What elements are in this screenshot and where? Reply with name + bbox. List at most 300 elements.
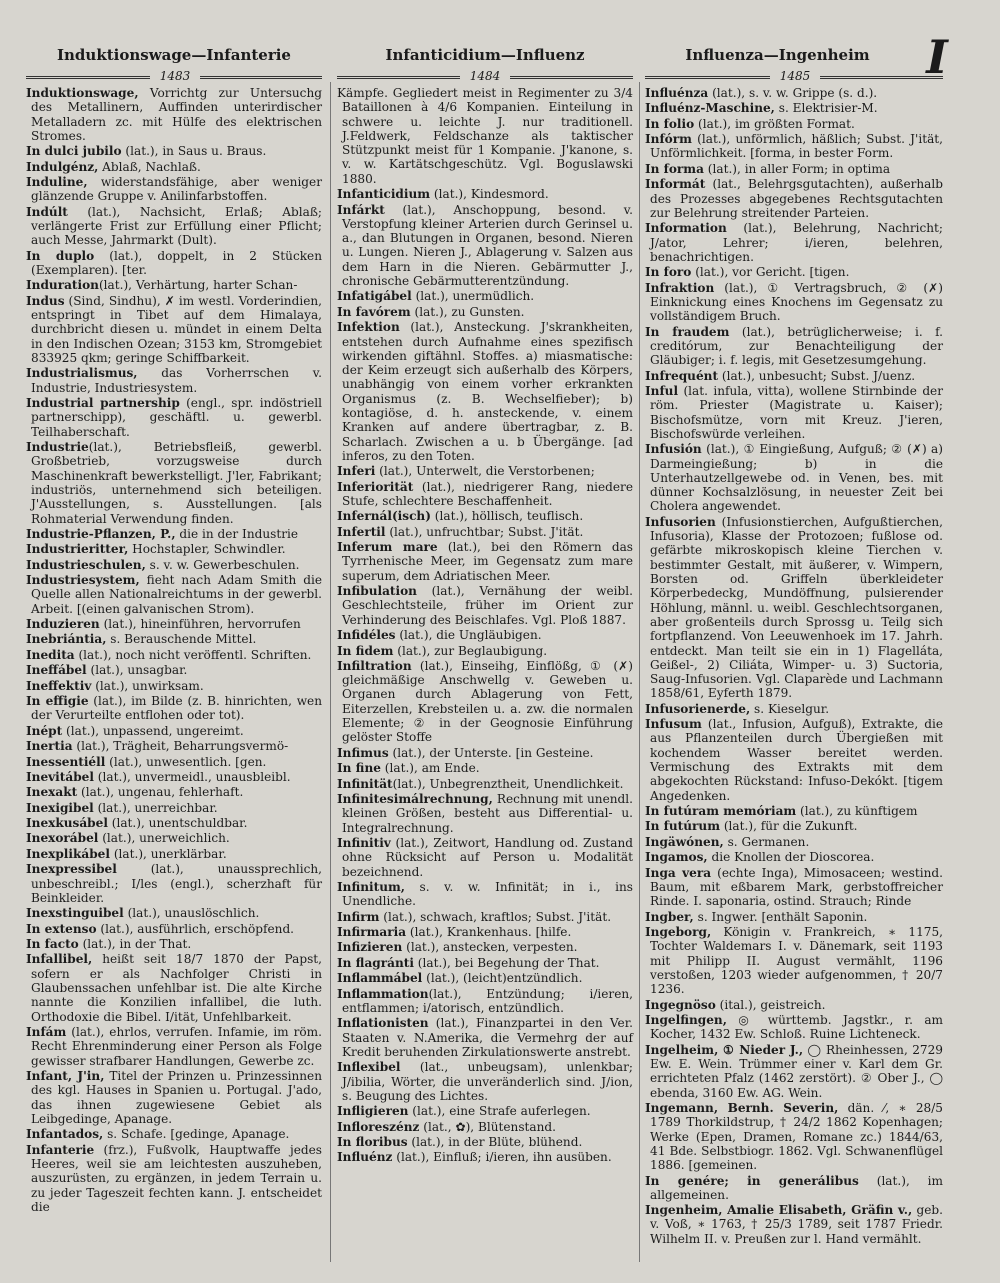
dictionary-entry bbox=[26, 278, 322, 292]
dictionary-entry bbox=[337, 525, 633, 539]
entry-headword: Inexkusábel bbox=[26, 816, 108, 831]
entry-definition: (lat.), der Unterste. [in Gesteine. bbox=[388, 745, 594, 760]
entry-definition: geb. v. Voß, ∗ 1763, † 25/3 1789, seit 1787 Friedr. Wilhelm II. v. Preußen zur l. Hand vermählt. bbox=[650, 1203, 943, 1246]
entry-definition: (lat.), Krankenhaus. [hilfe. bbox=[406, 924, 572, 939]
dictionary-entry bbox=[337, 940, 633, 954]
dictionary-entry bbox=[645, 86, 943, 100]
entry-headword: In futúram memóriam bbox=[645, 804, 797, 819]
entry-headword: In fraudem bbox=[645, 324, 730, 339]
entry-headword: Ingelheim, ① Nieder J., bbox=[645, 1042, 804, 1057]
dictionary-entry bbox=[337, 480, 633, 509]
entry-headword: Industrialismus, bbox=[26, 366, 138, 381]
entry-headword: Induzieren bbox=[26, 617, 100, 632]
dictionary-entry bbox=[337, 509, 633, 523]
entry-headword: Infizieren bbox=[337, 940, 403, 955]
entry-definition: (lat.), betrüglicherweise; i. f. creditórum, zur Benachteiligung der Gläubiger; i. f. legis, mit Gesetzesumgehung. bbox=[650, 324, 943, 368]
entry-definition: (lat.), hineinführen, hervorrufen bbox=[99, 617, 301, 632]
entry-definition: (lat.), am Ende. bbox=[380, 761, 480, 776]
entry-headword: Infimus bbox=[337, 745, 389, 760]
dictionary-entry bbox=[337, 464, 633, 478]
entry-definition: (lat.), Finanzpartei in den Ver. Staaten v. N.Amerika, die Vermehrg der auf Kredit beruhenden Zirkulationswerte anstrebt. bbox=[342, 1016, 633, 1059]
entry-headword: Inevitábel bbox=[26, 769, 94, 784]
column-divider bbox=[639, 82, 640, 1262]
entry-definition: Rechnung mit unendl. kleinen Größen, besteht aus Differential- u. Integralrechnung. bbox=[342, 791, 633, 835]
entry-definition: (lat.), unentschuldbar. bbox=[107, 816, 248, 831]
entry-definition: (lat.), unpassend, ungereimt. bbox=[62, 723, 244, 738]
page-number-right: 1485 bbox=[770, 69, 820, 83]
entry-definition: (lat.), unvermeidl., unausbleibl. bbox=[93, 769, 291, 784]
dictionary-entry bbox=[337, 792, 633, 835]
entry-headword: Ingenheim, Amalie Elisabeth, Gräfin v., bbox=[645, 1203, 913, 1218]
section-letter: I bbox=[926, 30, 948, 84]
entry-definition: (lat.), unerklärbar. bbox=[109, 846, 227, 861]
entry-headword: In flagránti bbox=[337, 955, 414, 970]
right-column-title: Influenza—Ingenheim bbox=[685, 46, 870, 64]
dictionary-entry bbox=[337, 1120, 633, 1134]
entry-definition: (lat.), Ansteckung. J'skrankheiten, entstehen durch Aufnahme eines spezifisch wirkenden giftähnl. Stoffes. a) miasmatische: der Keim erzeugt sich außerhalb des Körpers, unabhängig von einem vorher erkrankten Organismus (z. B. Wechselfieber); b) kontagiöse, d. h. ansteckende, v. einem Kranken auf andere übertragbar, z. B. Scharlach. Zwischen a u. b Übergänge. [ad inferos, zu den Toten. bbox=[342, 320, 633, 463]
dictionary-entry bbox=[645, 177, 943, 220]
entry-headword: Infiltration bbox=[337, 658, 412, 673]
entry-headword: Infinitiv bbox=[337, 835, 391, 850]
entry-definition: (lat.), unauslöschlich. bbox=[123, 906, 260, 921]
entry-definition: widerstandsfähige, aber weniger glänzende Gruppe v. Anilinfarbstoffen. bbox=[31, 175, 322, 204]
dictionary-entry bbox=[337, 584, 633, 627]
dictionary-entry bbox=[645, 819, 943, 833]
entry-definition: (lat.), zur Beglaubigung. bbox=[393, 643, 548, 658]
left-column-title: Induktionswage—Infanterie bbox=[57, 46, 291, 64]
dictionary-entry bbox=[26, 144, 322, 158]
dictionary-entry bbox=[26, 175, 322, 204]
entry-headword: Industrial partnership bbox=[26, 396, 180, 411]
entry-headword: Ingelfingen, bbox=[645, 1012, 727, 1027]
dictionary-entry bbox=[26, 922, 322, 936]
dictionary-entry bbox=[26, 862, 322, 905]
dictionary-entry bbox=[337, 761, 633, 775]
entry-definition: (lat.), bei den Römern das Tyrrhenische Meer, im Gegensatz zum mare superum, dem Adriatischen Meer. bbox=[342, 540, 634, 583]
entry-definition: Ablaß, Nachlaß. bbox=[98, 159, 201, 174]
dictionary-entry bbox=[337, 746, 633, 760]
entry-definition: s. Germanen. bbox=[723, 834, 810, 849]
dictionary-entry bbox=[26, 440, 322, 526]
dictionary-entry bbox=[645, 117, 943, 131]
entry-headword: Inferi bbox=[337, 464, 376, 479]
entry-headword: Infinität bbox=[337, 776, 393, 791]
entry-definition: s. v. w. Gewerbeschulen. bbox=[145, 557, 300, 572]
entry-headword: Inexigibel bbox=[26, 800, 94, 815]
entry-definition: (echte Inga), Mimosaceen; westind. Baum, mit eßbarem Mark, gerbstoffreicher Rinde. I. saponaria, ostind. Strauch; Rinde bbox=[650, 865, 943, 909]
entry-headword: Inflationisten bbox=[337, 1016, 429, 1031]
dictionary-entry bbox=[26, 86, 322, 143]
page-number-middle: 1484 bbox=[460, 69, 510, 83]
dictionary-entry bbox=[337, 777, 633, 791]
dictionary-entry bbox=[645, 281, 943, 324]
entry-definition: (lat.), Zeitwort, Handlung od. Zustand ohne Rücksicht auf Person u. Modalität bezeichnend. bbox=[342, 835, 633, 879]
entry-headword: Infektion bbox=[337, 320, 400, 335]
entry-headword: Influénz-Maschine, bbox=[645, 101, 775, 116]
dictionary-entry bbox=[645, 369, 943, 383]
dictionary-entry bbox=[26, 205, 322, 248]
dictionary-entry bbox=[645, 925, 943, 996]
entry-headword: In floribus bbox=[337, 1134, 408, 1149]
dictionary-entry bbox=[645, 132, 943, 161]
entry-headword: In duplo bbox=[26, 248, 95, 263]
dictionary-entry bbox=[645, 325, 943, 368]
entry-definition: (lat.), unwirksam. bbox=[91, 678, 204, 693]
entry-headword: Influénza bbox=[645, 86, 709, 100]
entry-definition: Hochstapler, Schwindler. bbox=[128, 542, 286, 557]
entry-headword: Inferum mare bbox=[337, 540, 438, 555]
entry-headword: Ingegnöso bbox=[645, 997, 716, 1012]
entry-definition: (lat.), Belehrung, Nachricht; J/ator, Lehrer; i/ieren, belehren, benachrichtigen. bbox=[650, 221, 943, 264]
entry-headword: Infibulation bbox=[337, 584, 417, 599]
dictionary-entry bbox=[337, 644, 633, 658]
entry-definition: (lat.), höllisch, teuflisch. bbox=[430, 509, 584, 524]
entry-headword: Infirmaria bbox=[337, 924, 407, 939]
dictionary-entry bbox=[337, 1060, 633, 1103]
entry-definition: (lat.), die Ungläubigen. bbox=[395, 628, 542, 643]
entry-headword: Infligieren bbox=[337, 1104, 409, 1119]
entry-definition: s. Ingwer. [enthält Saponin. bbox=[693, 909, 868, 924]
entry-headword: In folio bbox=[645, 116, 695, 131]
entry-definition: (lat.), unermüdlich. bbox=[411, 289, 535, 304]
entry-headword: Industrieschulen, bbox=[26, 557, 146, 572]
dictionary-entry bbox=[26, 694, 322, 723]
entry-definition: (lat.), Vernähung der weibl. Geschlechtsteile, früher im Orient zur Verhinderung des Beischlafes. Vgl. Ploß 1887. bbox=[342, 584, 633, 627]
page-number-left: 1483 bbox=[150, 69, 200, 83]
entry-headword: Infórm bbox=[645, 132, 692, 147]
dictionary-entry bbox=[26, 1069, 322, 1126]
dictionary-entry bbox=[337, 1150, 633, 1164]
entry-headword: Inferiorität bbox=[337, 479, 414, 494]
dictionary-entry bbox=[337, 659, 633, 745]
dictionary-entry bbox=[26, 160, 322, 174]
entry-definition: (lat.), s. v. w. Grippe (s. d.). bbox=[708, 86, 878, 100]
entry-headword: In fidem bbox=[337, 643, 394, 658]
entry-definition: (lat.), unaussprechlich, unbeschreibl.; I/les (engl.), scherzhaft für Beinkleider. bbox=[31, 862, 322, 905]
entry-headword: Ingamos, bbox=[645, 850, 708, 865]
entry-definition: die in der Industrie bbox=[175, 526, 299, 541]
dictionary-entry bbox=[337, 880, 633, 909]
dictionary-entry bbox=[26, 573, 322, 616]
entry-headword: Infidéles bbox=[337, 628, 396, 643]
entry-headword: Infernál(isch) bbox=[337, 509, 431, 524]
dictionary-entry bbox=[645, 515, 943, 701]
dictionary-entry bbox=[645, 717, 943, 803]
entry-definition: (lat., Infusion, Aufguß), Extrakte, die aus Pflanzenteilen durch Übergießen mit kochendem Wasser bereitet werden. Vermischung des Extrakts mit dem abgekochten Rückstand: Infuso-Dekókt. [tigem Angedenken. bbox=[650, 717, 943, 803]
dictionary-entry bbox=[337, 628, 633, 642]
dictionary-entry bbox=[645, 1101, 943, 1172]
dictionary-entry bbox=[26, 527, 322, 541]
entry-definition: s. Kieselgur. bbox=[750, 701, 830, 716]
entry-headword: Induline, bbox=[26, 175, 88, 190]
entry-definition: (lat.), unförmlich, häßlich; Subst. J'ität, Unförmlichkeit. [forma, in bester Form. bbox=[650, 132, 943, 161]
entry-headword: Infrequént bbox=[645, 368, 719, 383]
dictionary-entry bbox=[26, 739, 322, 753]
dictionary-entry bbox=[26, 906, 322, 920]
entry-headword: Infertil bbox=[337, 524, 386, 539]
entry-definition: (lat.), in aller Form; in optima bbox=[703, 161, 891, 176]
entry-headword: Indulgénz, bbox=[26, 159, 99, 174]
entry-definition: (engl., spr. indöstriell partnerschipp), geschäftl. u. gewerbl. Teilhaberschaft. bbox=[31, 396, 322, 439]
entry-definition: s. Schafe. [gedinge, Apanage. bbox=[103, 1127, 290, 1142]
entry-headword: In forma bbox=[645, 161, 704, 176]
dictionary-entry bbox=[645, 998, 943, 1012]
entry-definition: ◎ württemb. Jagstkr., r. am Kocher, 1432 Ew. Schloß. Ruine Lichteneck. bbox=[650, 1012, 943, 1042]
dictionary-entry bbox=[26, 847, 322, 861]
dictionary-entry bbox=[645, 1203, 943, 1246]
dictionary-entry bbox=[645, 162, 943, 176]
entry-headword: Infusum bbox=[645, 717, 702, 732]
entry-definition: (ital.), geistreich. bbox=[715, 997, 826, 1012]
dictionary-entry bbox=[26, 724, 322, 738]
dictionary-entry bbox=[337, 289, 633, 303]
dictionary-entry bbox=[645, 442, 943, 513]
middle-column bbox=[337, 86, 633, 1166]
dictionary-entry bbox=[337, 925, 633, 939]
entry-headword: Inflexibel bbox=[337, 1060, 401, 1075]
entry-definition: (lat.), schwach, kraftlos; Subst. J'ität. bbox=[379, 909, 612, 924]
dictionary-entry bbox=[26, 366, 322, 395]
entry-definition: (lat.), ① Eingießung, Aufguß; ② (✗) a) Darmeingießung; b) in die Unterhautzellgewebe od. in Venen, bes. mit dünner Kochsalzlösung, in neuester Zeit bei Cholera angewendet. bbox=[650, 442, 943, 514]
entry-headword: Infárkt bbox=[337, 202, 385, 217]
entry-headword: Infám bbox=[26, 1024, 67, 1039]
dictionary-entry bbox=[645, 910, 943, 924]
entry-headword: Industriesystem, bbox=[26, 573, 140, 588]
entry-headword: Inexorábel bbox=[26, 831, 99, 846]
entry-headword: Inessentiéll bbox=[26, 754, 106, 769]
entry-headword: Inexplikábel bbox=[26, 846, 110, 861]
entry-headword: Infanterie bbox=[26, 1142, 95, 1157]
entry-headword: Inépt bbox=[26, 723, 63, 738]
entry-headword: Infusión bbox=[645, 442, 702, 457]
entry-definition: (lat.), Einfluß; i/ieren, ihn ausüben. bbox=[392, 1150, 612, 1165]
entry-definition: (lat.), ausführlich, erschöpfend. bbox=[96, 921, 295, 936]
entry-definition: Königin v. Frankreich, ∗ 1175, Tochter Waldemars I. v. Dänemark, seit 1193 mit Philipp II. August vermählt, 1196 verstoßen, 1203 wieder aufgenommen, † 20/7 1236. bbox=[650, 924, 943, 997]
entry-headword: Infloreszénz bbox=[337, 1119, 420, 1134]
entry-definition: (lat.), für die Zukunft. bbox=[720, 819, 858, 834]
entry-definition: s. Berauschende Mittel. bbox=[106, 632, 257, 647]
entry-definition: (lat.), eine Strafe auferlegen. bbox=[408, 1104, 591, 1119]
dictionary-entry bbox=[645, 1043, 943, 1100]
entry-headword: Ineffábel bbox=[26, 663, 87, 678]
entry-headword: In foro bbox=[645, 265, 692, 280]
entry-headword: In favórem bbox=[337, 304, 411, 319]
entry-headword: Infraktion bbox=[645, 280, 715, 295]
right-column bbox=[645, 86, 943, 1247]
entry-definition: (lat.), bei Begehung der That. bbox=[413, 955, 600, 970]
entry-definition: dän. ⁄, ∗ 28/5 1789 Thorkildstrup, † 24/2 1862 Kopenhagen; Werke (Epen, Dramen, Romane zc.) 1844/63, 41 Bde. Selbstbiogr. 1862. Vgl. Schwanenflügel 1886. [gemeinen. bbox=[650, 1100, 943, 1173]
entry-definition: heißt seit 18/7 1870 der Papst, sofern er als Nachfolger Christi in Glaubenssachen unfehlbar ist. Die alte Kirche nannte die Konzilien infallibel, die luth. Orthodoxie die Bibel. I/ität, Unfehlbarkeit. bbox=[31, 952, 322, 1024]
dictionary-entry bbox=[26, 770, 322, 784]
dictionary-entry bbox=[645, 702, 943, 716]
entry-definition: (lat.), Anschoppung, besond. v. Verstopfung kleiner Arterien durch Gerinsel u. a., dan Blutungen in Organen, besond. Nieren u. Lungen. Nieren J., Ablagerung v. Salzen aus dem Harn in die Nieren. Gebärmutter J., chronische Gebärmutterentzündung. bbox=[342, 202, 633, 289]
entry-headword: Infirm bbox=[337, 909, 380, 924]
dictionary-entry bbox=[26, 801, 322, 815]
entry-definition: (lat.), unfruchtbar; Subst. J'ität. bbox=[385, 524, 584, 539]
entry-definition: die Knollen der Dioscorea. bbox=[707, 850, 875, 865]
entry-definition: (lat.), Verhärtung, harter Schan- bbox=[98, 278, 298, 293]
entry-headword: In effigie bbox=[26, 694, 89, 709]
entry-headword: Inertia bbox=[26, 739, 73, 754]
dictionary-entry bbox=[645, 1013, 943, 1042]
dictionary-entry bbox=[337, 1104, 633, 1118]
entry-headword: In futúrum bbox=[645, 819, 720, 834]
entry-headword: Infinitum, bbox=[337, 879, 406, 894]
dictionary-entry bbox=[26, 663, 322, 677]
entry-definition: (lat.), Entzündung; i/ieren, entflammen; i/atorisch, entzündlich. bbox=[342, 986, 633, 1015]
entry-definition: Kämpfe. Gegliedert meist in Regimenter zu 3/4 Bataillonen à 4/6 Kompanien. Einteilung in schwere u. leichte J. nur traditionell. J.Feldwerk, Feldschanze als taktischer Stützpunkt meist für 1 Kompanie. J'kanone, s. v. w. Kartätschgeschütz. Vgl. Boguslawski 1880. bbox=[337, 86, 633, 186]
dictionary-entry bbox=[26, 542, 322, 556]
entry-headword: Industrie-Pflanzen, P., bbox=[26, 526, 176, 541]
entry-definition: (lat.), Kindesmord. bbox=[430, 187, 549, 202]
entry-definition: (Infusionstierchen, Aufgußtierchen, Infusoria), Klasse der Protozoen; fußlose od. gefärbte mikroskopisch kleine Tierchen v. bestimmter Gestalt, mit äußerer, v. Wimpern, Borsten od. Griffeln überkleideter Körperbedeckg, Mundöffnung, pulsierender Höhlung, männl. u. weibl. Geschlechtsorganen, aber großenteils durch Sprossg u. Teilg sich fortpflanzend. Von Leeuwenhoek im 17. Jahrh. entdeckt. Man teilt sie ein in 1) Flagelláta, Geißel-, 2) Ciliáta, Wimper- u. 3) Suctoria, Saug-Infusorien. Vgl. Claparède und Lachmann 1858/61, Eyferth 1879. bbox=[650, 514, 943, 701]
entry-definition: (lat. infula, vitta), wollene Stirnbinde der röm. Priester (Magistrate u. Kaiser); Bischofsmütze, vorn mit Kreuz. J'ieren, Bischofswürde verleihen. bbox=[650, 383, 943, 441]
entry-definition: (lat.), zu Gunsten. bbox=[410, 304, 525, 319]
entry-headword: Information bbox=[645, 221, 727, 236]
entry-headword: Inebriántia, bbox=[26, 632, 107, 647]
entry-definition: (lat.), niedrigerer Rang, niedere Stufe, schlechtere Beschaffenheit. bbox=[342, 479, 633, 508]
entry-headword: Ingber, bbox=[645, 909, 694, 924]
entry-definition: Vorrichtg zur Untersuchg des Metallinern, Auffinden unterirdischer Metalladern zc. mit Hülfe des elektrischen Stromes. bbox=[31, 86, 322, 143]
entry-definition: (lat.), unerweichlich. bbox=[98, 831, 230, 846]
entry-headword: Indus bbox=[26, 293, 65, 308]
dictionary-entry bbox=[337, 956, 633, 970]
entry-definition: (lat.), vor Gericht. [tigen. bbox=[691, 265, 850, 280]
entry-definition: (lat.), ① Vertragsbruch, ② (✗) Einknickung eines Knochens im Gegensatz zu vollständigem Bruch. bbox=[650, 280, 943, 324]
entry-headword: Inga vera bbox=[645, 865, 712, 880]
entry-headword: Inflammábel bbox=[337, 971, 423, 986]
entry-headword: Infusorienerde, bbox=[645, 701, 751, 716]
dictionary-entry bbox=[645, 1174, 943, 1203]
entry-definition: (Sind, Sindhu), ✗ im westl. Vorderindien, entspringt in Tibet auf dem Himalaya, durchbricht diesen u. mündet in einem Delta in den Indischen Ozean; 3153 km, Stromgebiet 833925 qkm; geringe Schiffbarkeit. bbox=[31, 293, 322, 365]
entry-headword: Induktionswage, bbox=[26, 86, 139, 100]
entry-definition: (lat.), zu künftigem bbox=[796, 804, 918, 819]
entry-definition: (lat.), noch nicht veröffentl. Schriften. bbox=[74, 647, 312, 662]
dictionary-entry bbox=[645, 866, 943, 909]
entry-headword: Infallibel, bbox=[26, 952, 93, 967]
entry-definition: (frz.), Fußvolk, Hauptwaffe jedes Heeres, weil sie am leichtesten auszuheben, auszurüsten, zu ergänzen, in jedem Terrain u. zu jeder Tageszeit fechten kann. J. entscheidet die bbox=[31, 1142, 322, 1214]
entry-headword: In dulci jubilo bbox=[26, 144, 122, 159]
entry-headword: Indúlt bbox=[26, 204, 68, 219]
entry-definition: (lat.), (leicht)entzündlich. bbox=[422, 971, 583, 986]
dictionary-entry bbox=[337, 971, 633, 985]
entry-definition: (lat., Belehrgsgutachten), außerhalb des Prozesses abgegebenes Rechtsgutachten zur Belehrung streitender Parteien. bbox=[650, 177, 943, 220]
dictionary-entry bbox=[337, 836, 633, 879]
entry-definition: (lat.), Betriebsfleiß, gewerbl. Großbetrieb, vorzugsweise durch Maschinenkraft bewerkstelligt. J'ler, Fabrikant; industriös, unternehmend sich beteiligen. J'Ausstellungen, s. Ausstellungen. [als Rohmaterial Verwendung finden. bbox=[31, 440, 322, 526]
dictionary-entry bbox=[26, 679, 322, 693]
entry-definition: fieht nach Adam Smith die Quelle allen Nationalreichtums in der gewerbl. Arbeit. [(einen galvanischen Strom). bbox=[31, 573, 322, 616]
entry-definition: (lat.), Nachsicht, Erlaß; Ablaß; verlängerte Frist zur Erfüllung einer Pflicht; auch Messe, Jahrmarkt (Dult). bbox=[31, 204, 322, 248]
entry-definition: (lat.), im größten Format. bbox=[694, 116, 855, 131]
entry-definition: (lat.), ungenau, fehlerhaft. bbox=[77, 785, 244, 800]
dictionary-entry bbox=[26, 937, 322, 951]
entry-definition: (lat.), doppelt, in 2 Stücken (Exemplaren). [ter. bbox=[31, 248, 322, 278]
dictionary-entry bbox=[337, 187, 633, 201]
entry-headword: In genére; in generálibus bbox=[645, 1173, 859, 1188]
entry-definition: (lat.), anstecken, verpesten. bbox=[402, 940, 578, 955]
dictionary-entry bbox=[26, 1025, 322, 1068]
entry-headword: Ingeborg, bbox=[645, 924, 712, 939]
entry-definition: (lat.), unerreichbar. bbox=[93, 800, 218, 815]
entry-headword: Informát bbox=[645, 177, 706, 192]
dictionary-entry bbox=[645, 850, 943, 864]
dictionary-entry bbox=[337, 320, 633, 463]
entry-headword: In facto bbox=[26, 937, 79, 952]
dictionary-entry bbox=[645, 804, 943, 818]
dictionary-entry bbox=[645, 101, 943, 115]
entry-headword: Ingäwónen, bbox=[645, 834, 724, 849]
entry-headword: Infinitesimálrechnung, bbox=[337, 791, 493, 806]
dictionary-entry bbox=[26, 831, 322, 845]
dictionary-entry bbox=[337, 540, 633, 583]
entry-definition: ◯ Rheinhessen, 2729 Ew. E. Wein. Trümmer einer v. Karl dem Gr. errichteten Pfalz (1462 zerstört). ② Ober J., ◯ ebenda, 3160 Ew. AG. Wein. bbox=[650, 1042, 943, 1100]
dictionary-entry bbox=[337, 305, 633, 319]
entry-headword: Inexstinguibel bbox=[26, 906, 124, 921]
dictionary-entry bbox=[337, 1016, 633, 1059]
entry-headword: Ineffektiv bbox=[26, 678, 92, 693]
dictionary-entry bbox=[645, 835, 943, 849]
dictionary-entry bbox=[26, 785, 322, 799]
entry-headword: Ingemann, Bernh. Severin, bbox=[645, 1100, 839, 1115]
dictionary-entry bbox=[337, 910, 633, 924]
entry-headword: Inful bbox=[645, 383, 679, 398]
dictionary-entry bbox=[337, 203, 633, 289]
entry-definition: Titel der Prinzen u. Prinzessinnen des kgl. Hauses in Spanien u. Portugal. J'ado, das ihnen zugewiesene Gebiet als Leibgedinge, Apanage. bbox=[31, 1068, 323, 1126]
entry-definition: (lat.), im allgemeinen. bbox=[650, 1173, 943, 1202]
dictionary-entry bbox=[26, 249, 322, 278]
entry-definition: (lat., ✿), Blütenstand. bbox=[419, 1119, 556, 1134]
dictionary-entry bbox=[26, 632, 322, 646]
dictionary-entry bbox=[645, 221, 943, 264]
dictionary-entry bbox=[337, 86, 633, 186]
entry-definition: (lat.), unsagbar. bbox=[86, 663, 188, 678]
entry-definition: (lat.), in Saus u. Braus. bbox=[121, 144, 267, 159]
dictionary-entry bbox=[26, 816, 322, 830]
entry-definition: s. v. w. Infinität; in i., ins Unendliche. bbox=[342, 879, 633, 909]
entry-definition: (lat.), Unterwelt, die Verstorbenen; bbox=[375, 464, 595, 479]
entry-headword: Inexpressibel bbox=[26, 862, 117, 877]
entry-headword: Inexakt bbox=[26, 785, 78, 800]
dictionary-entry bbox=[26, 1143, 322, 1214]
left-column bbox=[26, 86, 322, 1215]
dictionary-entry bbox=[337, 987, 633, 1016]
entry-headword: In fine bbox=[337, 761, 381, 776]
entry-definition: (lat.), im Bilde (z. B. hinrichten, wen der Verurteilte entflohen oder tot). bbox=[31, 694, 322, 723]
entry-definition: (lat.), Trägheit, Beharrungsvermö- bbox=[72, 739, 289, 754]
entry-headword: Infatigábel bbox=[337, 289, 412, 304]
entry-definition: (lat.), unwesentlich. [gen. bbox=[105, 754, 267, 769]
entry-headword: Influénz bbox=[337, 1150, 393, 1165]
entry-definition: (lat.), in der Blüte, blühend. bbox=[407, 1134, 583, 1149]
dictionary-entry bbox=[337, 1135, 633, 1149]
dictionary-entry bbox=[26, 755, 322, 769]
entry-definition: (lat.), in der That. bbox=[78, 937, 192, 952]
entry-definition: das Vorherrschen v. Industrie, Industriesystem. bbox=[31, 366, 322, 395]
entry-definition: (lat.), Unbegrenztheit, Unendlichkeit. bbox=[392, 776, 624, 791]
entry-headword: Infanticidium bbox=[337, 187, 431, 202]
entry-headword: Inflammation bbox=[337, 986, 429, 1001]
dictionary-entry bbox=[26, 1127, 322, 1141]
dictionary-entry bbox=[26, 952, 322, 1023]
entry-definition: (lat.), Einseihg, Einflößg, ① (✗) gleichmäßige Anschwellg v. Geweben u. Organen durch Ablagerung von Fett, Eiterzellen, Krebsteilen u. a. zw. die normalen Elemente; ② in der Geognosie Einführung gelöster Stoffe bbox=[342, 658, 633, 745]
entry-headword: Inedita bbox=[26, 647, 75, 662]
dictionary-entry bbox=[26, 648, 322, 662]
entry-definition: (lat., unbeugsam), unlenkbar; J/ibilia, Wörter, die unveränderlich sind. J/ion, s. Beugung des Lichtes. bbox=[342, 1060, 633, 1103]
entry-headword: In extenso bbox=[26, 921, 97, 936]
entry-definition: (lat.), ehrlos, verrufen. Infamie, im röm. Recht Ehrenminderung einer Person als Folge gewisser strafbarer Handlungen, Gewerbe zc. bbox=[31, 1024, 322, 1068]
entry-headword: Infantados, bbox=[26, 1127, 104, 1142]
middle-column-title: Infanticidium—Influenz bbox=[385, 46, 585, 64]
